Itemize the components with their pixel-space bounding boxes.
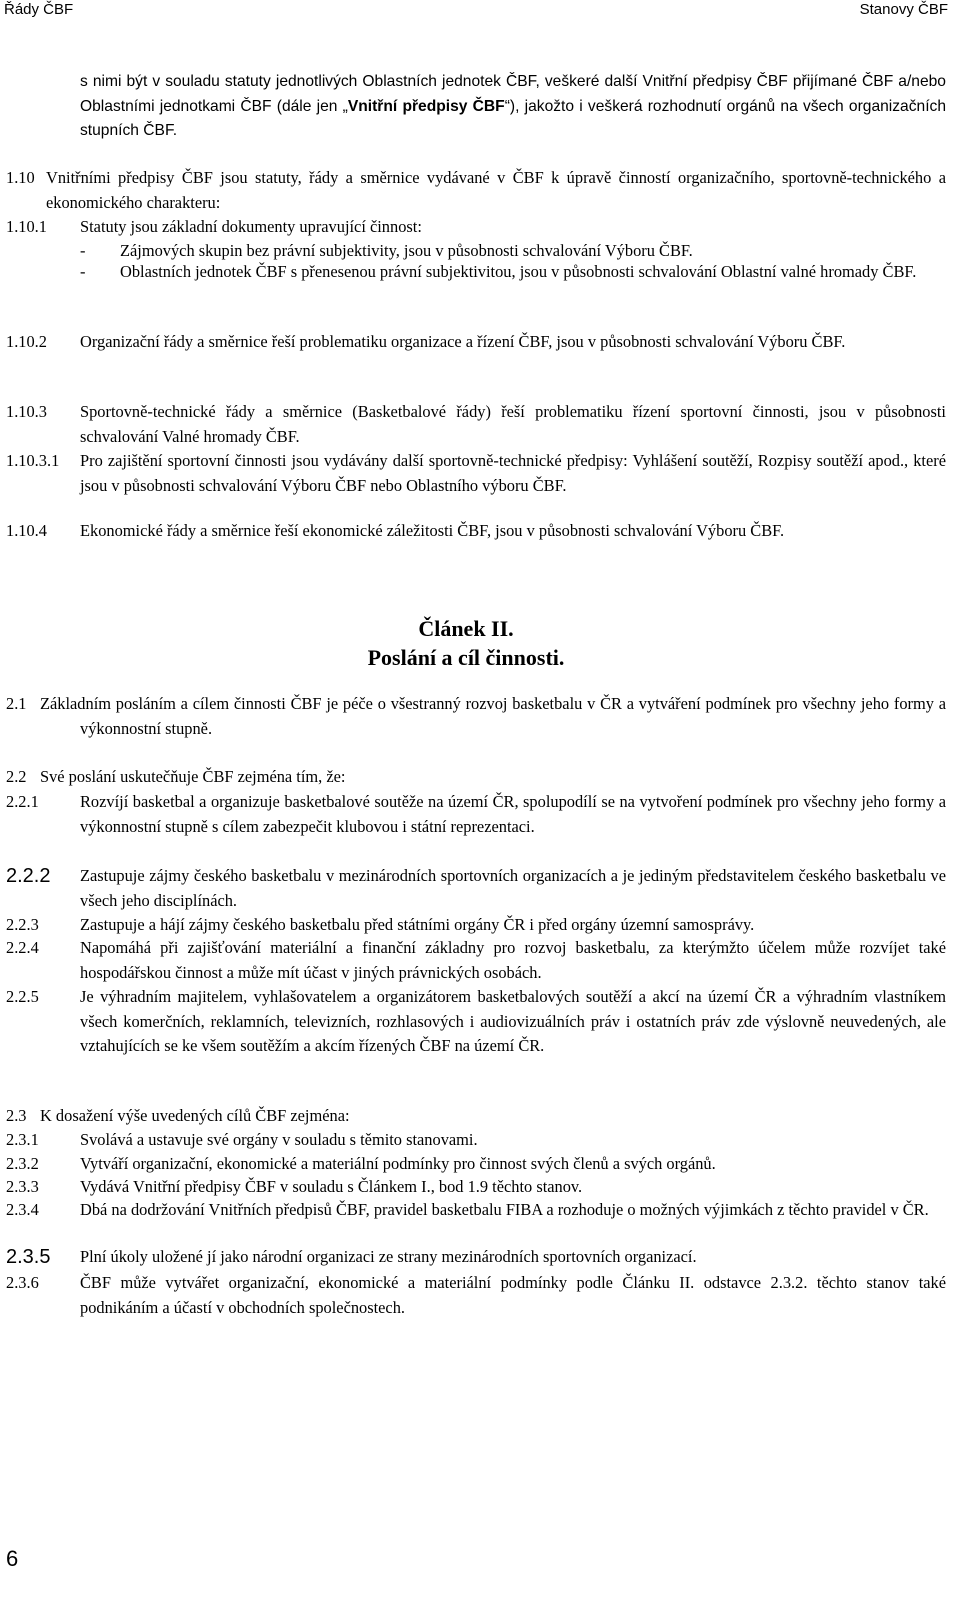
section-text: Vnitřními předpisy ČBF jsou statuty, řády a směrnice vydávané v ČBF k úpravě činností organizačního, sportovně-technického a ekonomického charakteru: <box>46 168 946 212</box>
section-number: 1.10.2 <box>6 332 47 351</box>
section-2-2-4 <box>6 936 946 985</box>
section-2-2 <box>6 765 946 790</box>
intro-paragraph <box>80 70 946 144</box>
section-2-3-4 <box>6 1198 946 1223</box>
intro-text-2: “), jakožto i veškerá rozhodnutí orgánů na všech organizačních stupních ČBF. <box>80 97 946 139</box>
section-text: Organizační řády a směrnice řeší problematiku organizace a řízení ČBF, jsou v působnosti schvalování Výboru ČBF. <box>80 332 846 351</box>
section-2-3 <box>6 1104 946 1129</box>
section-2-3-5 <box>6 1245 946 1270</box>
page-number: 6 <box>6 1546 19 1571</box>
page-header <box>0 0 960 22</box>
section-text: Plní úkoly uložené jí jako národní organizaci ze strany mezinárodních sportovních organizací. <box>80 1247 697 1266</box>
section-text: Ekonomické řády a směrnice řeší ekonomické záležitosti ČBF, jsou v působnosti schvalování Výboru ČBF. <box>80 521 785 540</box>
section-text: Statuty jsou základní dokumenty upravující činnost: <box>80 217 422 236</box>
header-right: Stanovy ČBF <box>859 1 948 18</box>
bullet-text: Oblastních jednotek ČBF s přenesenou právní subjektivitou, jsou v působnosti schvalování Oblastní valné hromady ČBF. <box>120 262 917 281</box>
section-2-3-3 <box>6 1175 946 1200</box>
section-1-10-3 <box>6 400 946 449</box>
section-text: Je výhradním majitelem, vyhlašovatelem a organizátorem basketbalových soutěží a akcí na území ČR a výhradním vlastníkem všech komerčních, reklamních, televizních, rozhlasových i audiovizuálních práv i ostatních práv zde výslovně neuvedených, ale vztahujících se ke všem soutěžím a akcím řízených ČBF na území ČR. <box>80 987 946 1055</box>
section-text: Zastupuje zájmy českého basketbalu v mezinárodních sportovních organizacích a je jediným představitelem českého basketbalu ve všech jeho disciplínách. <box>80 866 946 910</box>
intro-text-1: s nimi být v souladu statuty jednotlivých Oblastních jednotek ČBF, veškeré další Vnitřní předpisy ČBF přijímané ČBF a/nebo Oblastními jednotkami ČBF (dále jen „ <box>80 73 946 115</box>
section-2-2-2 <box>6 864 946 913</box>
section-text: Sportovně-technické řády a směrnice (Basketbalové řády) řeší problematiku řízení sportovní činnosti, jsou v působnosti schvalování Valné hromady ČBF. <box>80 402 946 446</box>
section-text: Svolává a ustavuje své orgány v souladu s těmito stanovami. <box>80 1130 478 1149</box>
section-number: 2.2.3 <box>6 915 39 934</box>
section-2-3-1 <box>6 1128 946 1153</box>
section-number: 2.3.3 <box>6 1177 39 1196</box>
section-1-10-4 <box>6 519 946 544</box>
section-1-10 <box>6 166 946 215</box>
section-number: 2.3.5 <box>6 1246 51 1268</box>
section-number: 1.10.1 <box>6 217 47 236</box>
section-number: 1.10.3 <box>6 402 47 421</box>
section-text: Základním posláním a cílem činnosti ČBF je péče o všestranný rozvoj basketbalu v ČR a vytváření podmínek pro všechny jeho formy a výkonnostní stupně. <box>40 694 946 738</box>
section-text: Dbá na dodržování Vnitřních předpisů ČBF, pravidel basketbalu FIBA a rozhoduje o možných výjimkách z těchto pravidel v ČR. <box>80 1200 929 1219</box>
section-2-1 <box>6 692 946 741</box>
intro-bold-term: Vnitřní předpisy ČBF <box>347 97 505 115</box>
section-2-2-5 <box>6 985 946 1059</box>
section-2-2-1 <box>6 790 946 839</box>
article-subheading: Poslání a cíl činnosti. <box>367 645 565 670</box>
bullet-text: Zájmových skupin bez právní subjektivity, jsou v působnosti schvalování Výboru ČBF. <box>120 241 693 260</box>
section-text: Napomáhá při zajišťování materiální a finanční základny pro rozvoj basketbalu, za kterýmžto účelem může rozvíjet také hospodářskou činnost a může mít účast v jiných právnických osobách. <box>80 938 946 982</box>
section-text: Rozvíjí basketbal a organizuje basketbalové soutěže na území ČR, spolupodílí se na vytvoření podmínek pro všechny jeho formy a výkonnostní stupně s cílem zabezpečit klubovou i státní reprezentaci. <box>80 792 946 836</box>
dash-marker: - <box>80 262 86 281</box>
dash-marker: - <box>80 241 86 260</box>
section-2-2-3 <box>6 913 946 938</box>
section-number: 1.10.3.1 <box>6 451 60 470</box>
section-number: 2.2.5 <box>6 987 39 1006</box>
section-number: 2.2.2 <box>6 865 51 887</box>
section-1-10-1 <box>6 215 946 240</box>
section-text: Pro zajištění sportovní činnosti jsou vydávány další sportovně-technické předpisy: Vyhlášení soutěží, Rozpisy soutěží apod., které jsou v působnosti schvalování Výboru ČBF nebo Oblastního výboru ČBF. <box>80 451 946 495</box>
section-1-10-3-1 <box>6 449 946 498</box>
section-number: 2.3.2 <box>6 1154 39 1173</box>
section-text: ČBF může vytvářet organizační, ekonomické a materiální podmínky podle Článku II. odstavce 2.3.2. těchto stanov také podnikáním a účastí v obchodních společnostech. <box>80 1273 946 1317</box>
section-number: 2.3.1 <box>6 1130 39 1149</box>
section-text: Vytváří organizační, ekonomické a materiální podmínky pro činnost svých členů a svých orgánů. <box>80 1154 716 1173</box>
section-number: 2.3.4 <box>6 1200 39 1219</box>
section-text: Své poslání uskutečňuje ČBF zejména tím, že: <box>40 767 346 786</box>
section-text: Vydává Vnitřní předpisy ČBF v souladu s Článkem I., bod 1.9 těchto stanov. <box>80 1177 583 1196</box>
section-text: K dosažení výše uvedených cílů ČBF zejména: <box>40 1106 350 1125</box>
header-left: Řády ČBF <box>4 1 74 18</box>
section-number: 2.3.6 <box>6 1273 39 1292</box>
section-1-10-2 <box>6 330 946 355</box>
section-2-3-6 <box>6 1271 946 1320</box>
section-number: 1.10 <box>6 168 35 187</box>
article-heading: Článek II. <box>418 616 514 641</box>
section-number: 2.3 <box>6 1106 27 1125</box>
section-2-3-2 <box>6 1152 946 1177</box>
section-number: 2.2.4 <box>6 938 39 957</box>
section-text: Zastupuje a hájí zájmy českého basketbalu před státními orgány ČR i před orgány územní samosprávy. <box>80 915 755 934</box>
section-number: 2.1 <box>6 694 27 713</box>
bullet-item-2 <box>80 260 946 285</box>
section-number: 2.2.1 <box>6 792 39 811</box>
section-number: 2.2 <box>6 767 27 786</box>
section-number: 1.10.4 <box>6 521 47 540</box>
